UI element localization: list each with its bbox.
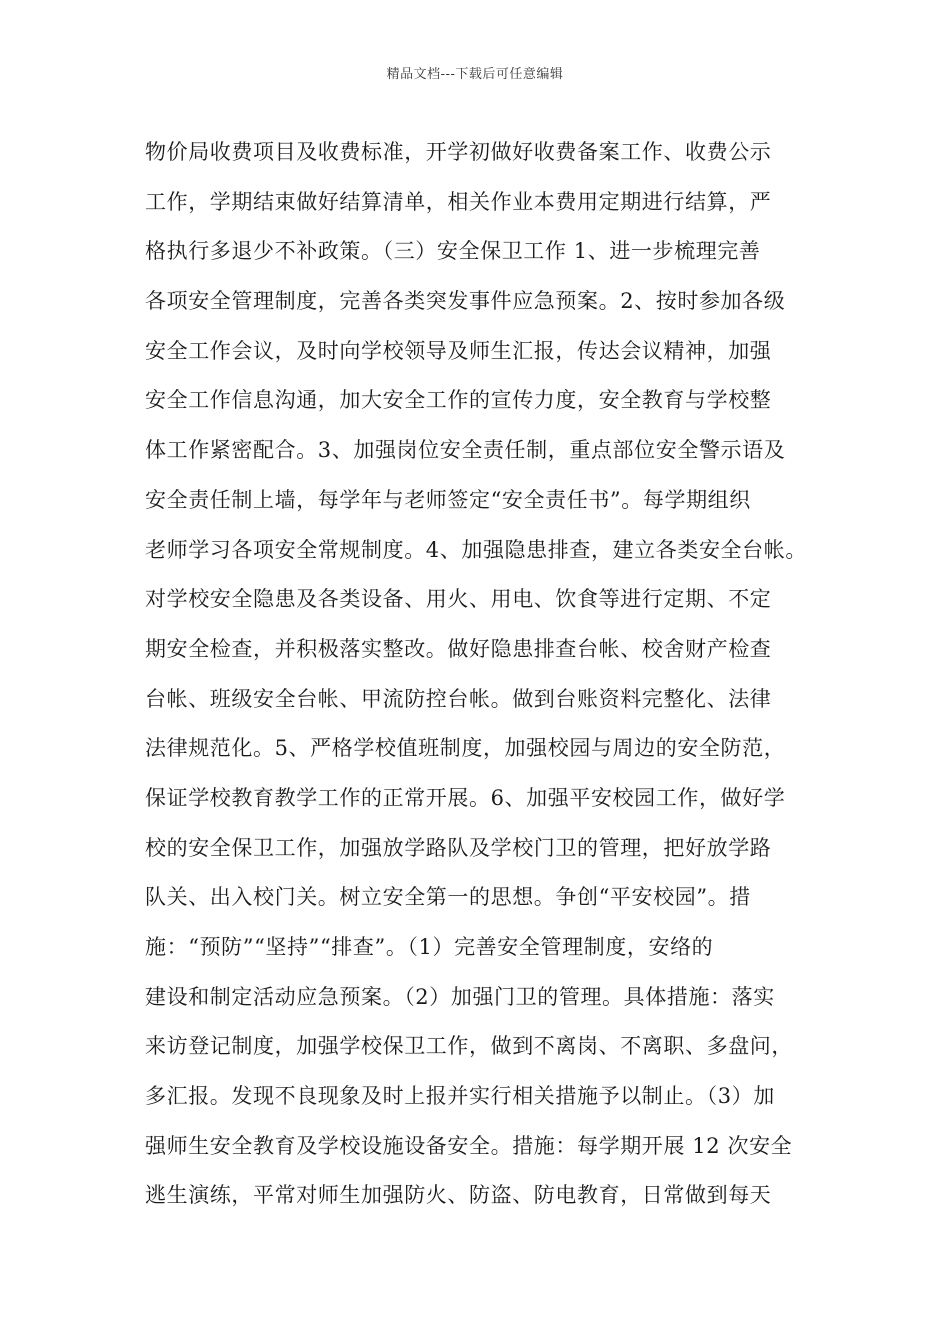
text-line: 法律规范化。5、严格学校值班制度，加强校园与周边的安全防范， — [145, 736, 786, 761]
page-header: 精品文档---下载后可任意编辑 — [386, 67, 564, 82]
text-line: 台帐、班级安全台帐、甲流防控台帐。做到台账资料完整化、法律 — [145, 686, 772, 711]
text-line: 多汇报。发现不良现象及时上报并实行相关措施予以制止。（3）加 — [145, 1084, 775, 1109]
text-line: 期安全检查，并积极落实整改。做好隐患排查台帐、校舍财产检查 — [145, 636, 772, 661]
text-line: 保证学校教育教学工作的正常开展。6、加强平安校园工作，做好学 — [145, 785, 786, 810]
text-line: 物价局收费项目及收费标准，开学初做好收费备案工作、收费公示 — [145, 140, 772, 164]
text-line: 安全责任制上墙，每学年与老师签定“安全责任书”。每学期组织 — [145, 487, 751, 512]
text-line: 施：“预防”“坚持”“排查”。（1）完善安全管理制度，安络的 — [145, 935, 714, 959]
text-line: 格执行多退少不补政策。（三）安全保卫工作 1、进一步梳理完善 — [145, 239, 761, 264]
body-text — [145, 132, 825, 1225]
text-line: 强师生安全教育及学校设施设备安全。措施：每学期开展 12 次安全 — [145, 1133, 793, 1158]
text-line: 体工作紧密配合。3、加强岗位安全责任制，重点部位安全警示语及 — [145, 438, 786, 463]
text-line: 安全工作信息沟通，加大安全工作的宣传力度，安全教育与学校整 — [145, 388, 772, 413]
text-line: 队关、出入校门关。树立安全第一的思想。争创“平安校园”。措 — [145, 885, 751, 910]
text-line: 各项安全管理制度，完善各类突发事件应急预案。2、按时参加各级 — [145, 289, 786, 314]
text-line: 工作，学期结束做好结算清单，相关作业本费用定期进行结算，严 — [145, 189, 772, 214]
text-line: 建设和制定活动应急预案。（2）加强门卫的管理。具体措施：落实 — [145, 984, 775, 1009]
text-line: 来访登记制度，加强学校保卫工作，做到不离岗、不离职、多盘问， — [145, 1034, 793, 1059]
text-line: 安全工作会议，及时向学校领导及师生汇报，传达会议精神，加强 — [145, 338, 772, 363]
text-line: 校的安全保卫工作，加强放学路队及学校门卫的管理，把好放学路 — [145, 835, 772, 860]
text-line: 老师学习各项安全常规制度。4、加强隐患排查，建立各类安全台帐。 — [145, 537, 807, 562]
text-line: 逃生演练，平常对师生加强防火、防盗、防电教育，日常做到每天 — [145, 1183, 772, 1208]
text-line: 对学校安全隐患及各类设备、用火、用电、饮食等进行定期、不定 — [145, 587, 772, 612]
